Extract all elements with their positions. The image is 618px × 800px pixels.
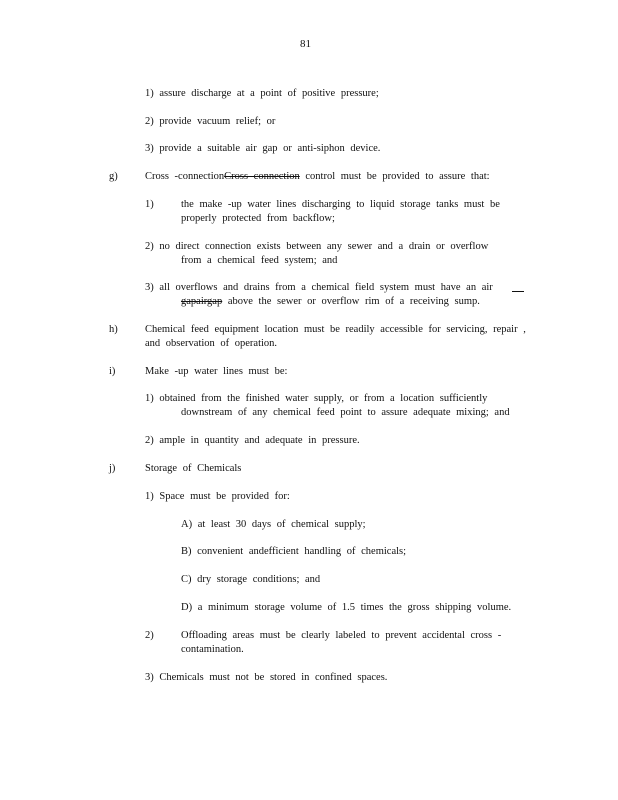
item-j2-number: 2) xyxy=(145,630,154,641)
page-number: 81 xyxy=(300,38,311,50)
item-f3: 3) provide a suitable air gap or anti-siphon device. xyxy=(145,143,381,154)
item-j2-line2: contamination. xyxy=(181,644,244,655)
item-h-line2: and observation of operation. xyxy=(145,338,278,349)
item-g1-line1: the make -up water lines discharging to liquid storage tanks must be xyxy=(181,199,500,210)
item-g-text-a: Cross -connection xyxy=(145,171,225,182)
item-j3: 3) Chemicals must not be stored in confined spaces. xyxy=(145,672,388,683)
item-g2-line2: from a chemical feed system; and xyxy=(181,255,338,266)
item-g3-line2 xyxy=(181,296,480,308)
item-f1: 1) assure discharge at a point of positive pressure; xyxy=(145,88,379,99)
item-g-text-b: control must be provided to assure that: xyxy=(299,171,490,182)
label-j: j) xyxy=(109,463,116,474)
item-jB: B) convenient andefficient handling of chemicals; xyxy=(181,546,407,557)
item-i-text: Make -up water lines must be: xyxy=(145,366,288,377)
item-jC: C) dry storage conditions; and xyxy=(181,574,321,585)
blank-line xyxy=(512,282,524,296)
item-g1-number: 1) xyxy=(145,199,154,210)
item-j2-line1: Offloading areas must be clearly labeled to prevent accidental cross - xyxy=(181,630,502,641)
item-jA: A) at least 30 days of chemical supply; xyxy=(181,519,366,530)
item-g1-line2: properly protected from backflow; xyxy=(181,213,335,224)
item-jD: D) a minimum storage volume of 1.5 times the gross shipping volume. xyxy=(181,602,512,613)
label-h: h) xyxy=(109,324,118,335)
label-g: g) xyxy=(109,171,118,182)
item-i1-line1: 1) obtained from the finished water supply, or from a location sufficiently xyxy=(145,393,488,404)
item-g3-rest: above the sewer or overflow rim of a receiving sump. xyxy=(222,296,480,307)
item-j1: 1) Space must be provided for: xyxy=(145,491,290,502)
item-g-text xyxy=(145,171,490,183)
item-g-text-strike: Cross connection xyxy=(224,171,300,182)
item-i1-line2: downstream of any chemical feed point to assure adequate mixing; and xyxy=(181,407,510,418)
item-g3-strike: gapairgap xyxy=(181,296,223,307)
label-i: i) xyxy=(109,366,116,377)
item-g3-line1: 3) all overflows and drains from a chemical field system must have an air xyxy=(145,282,493,293)
item-f2: 2) provide vacuum relief; or xyxy=(145,116,276,127)
item-g2-line1: 2) no direct connection exists between any sewer and a drain or overflow xyxy=(145,241,489,252)
item-i2: 2) ample in quantity and adequate in pressure. xyxy=(145,435,360,446)
item-h-line1: Chemical feed equipment location must be readily accessible for servicing, repair , xyxy=(145,324,526,335)
item-j-text: Storage of Chemicals xyxy=(145,463,242,474)
